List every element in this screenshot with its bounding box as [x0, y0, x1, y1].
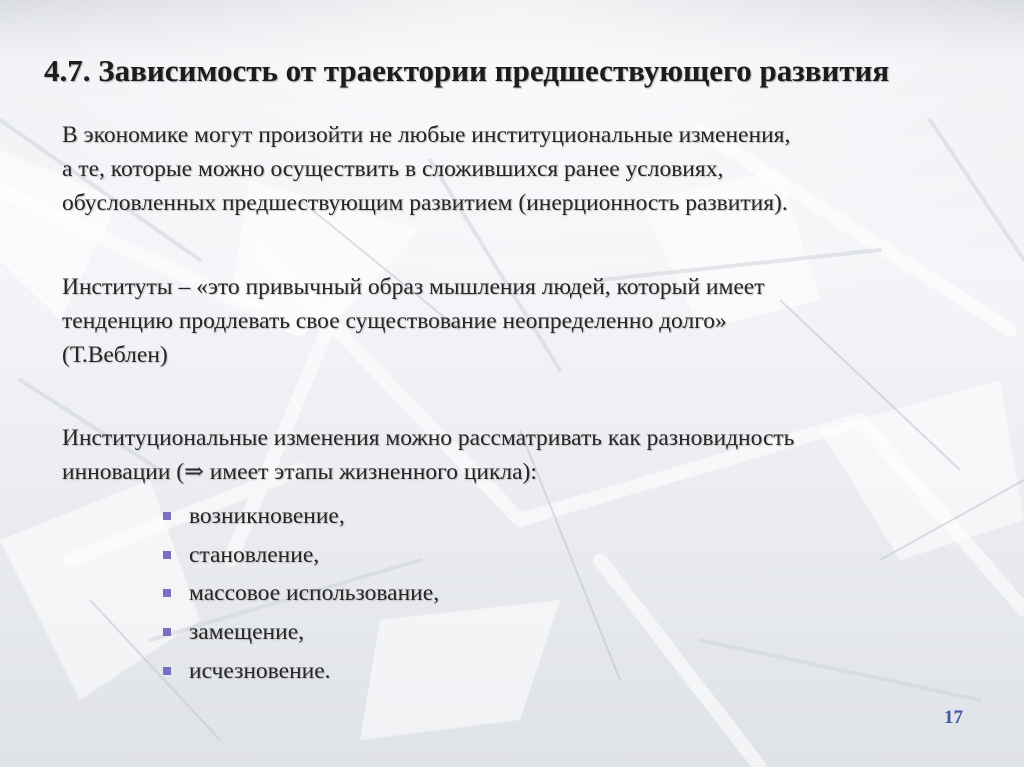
- square-bullet-icon: [163, 589, 171, 597]
- list-item-text: массовое использование,: [189, 580, 440, 607]
- square-bullet-icon: [163, 551, 171, 559]
- square-bullet-icon: [163, 667, 171, 675]
- paragraph-path-dependence: [62, 118, 992, 220]
- paragraph-line: тенденцию продлевать свое существование неопределенно долго»: [62, 308, 727, 334]
- list-item: [160, 497, 439, 536]
- list-item-text: становление,: [189, 541, 320, 568]
- list-item-text: возникновение,: [189, 503, 345, 530]
- paragraph-line: Институты – «это привычный образ мышления людей, который имеет: [62, 274, 765, 300]
- paragraph-line: инновации (⇒ имеет этапы жизненного цикла):: [62, 459, 537, 485]
- list-item: [160, 536, 439, 575]
- paragraph-line: (Т.Веблен): [62, 342, 168, 368]
- lifecycle-stage-list: [160, 497, 439, 690]
- page-number: 17: [944, 707, 963, 728]
- list-item: [160, 651, 439, 690]
- list-item-text: исчезновение.: [189, 657, 331, 684]
- square-bullet-icon: [163, 512, 171, 520]
- paragraph-line: обусловленных предшествующим развитием (инерционность развития).: [62, 190, 788, 216]
- paragraph-line: Институциональные изменения можно рассматривать как разновидность: [62, 425, 795, 451]
- paragraph-innovation: [62, 421, 992, 489]
- paragraph-line: а те, которые можно осуществить в сложившихся ранее условиях,: [62, 156, 724, 182]
- list-item-text: замещение,: [189, 619, 304, 646]
- paragraph-line: В экономике могут произойти не любые институциональные изменения,: [62, 122, 791, 148]
- list-item: [160, 613, 439, 652]
- paragraph-veblen-quote: [62, 270, 992, 372]
- square-bullet-icon: [163, 628, 171, 636]
- list-item: [160, 574, 439, 613]
- slide-title: 4.7. Зависимость от траектории предшествующего развития: [44, 53, 890, 88]
